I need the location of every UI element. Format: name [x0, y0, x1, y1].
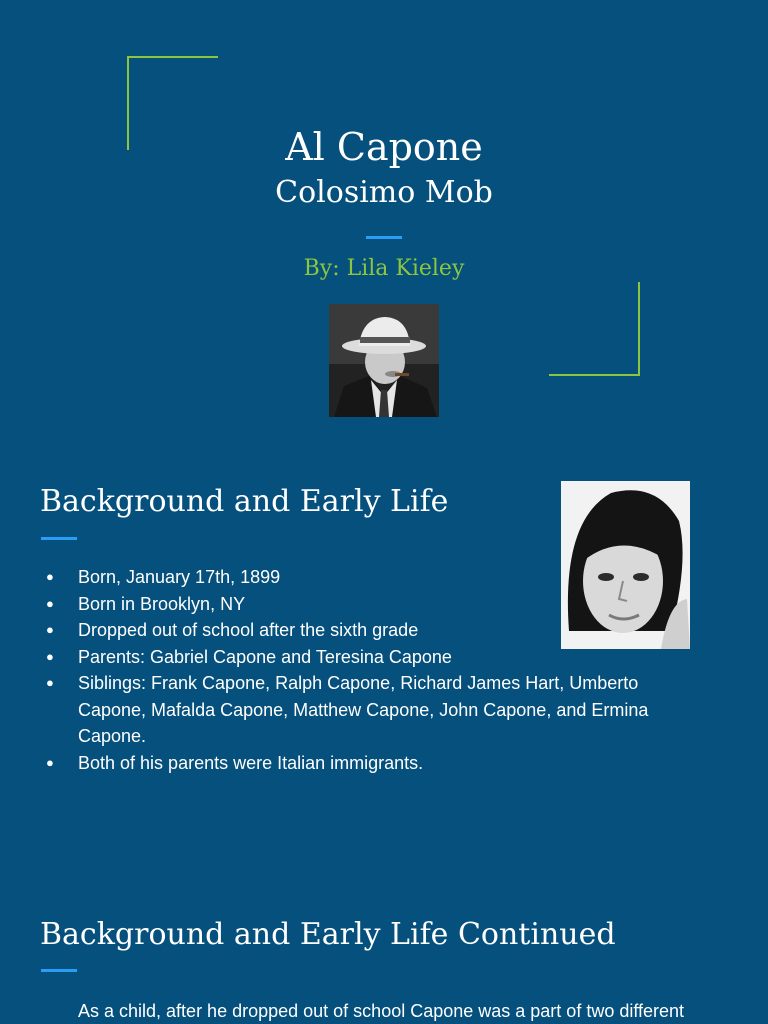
- bullet-dot-icon: ●: [46, 754, 54, 770]
- bullet-text: Born, January 17th, 1899: [78, 567, 281, 587]
- bullet-item: [40, 750, 710, 777]
- bullet-item: [40, 644, 710, 671]
- bullet-item: [40, 617, 710, 644]
- bullet-item: [40, 564, 710, 591]
- title-accent-line: [366, 236, 402, 239]
- author-byline: By: Lila Kieley: [303, 256, 465, 281]
- bullet-dot-icon: ●: [46, 648, 54, 664]
- background-bullet-list: [40, 564, 710, 776]
- corner-bracket-bottom-right: [549, 282, 640, 376]
- bullet-dot-icon: ●: [46, 595, 54, 611]
- bullet-text: Both of his parents were Italian immigrants.: [78, 752, 424, 773]
- capone-portrait-image: [329, 304, 439, 417]
- bullet-item: [40, 670, 710, 750]
- bullet-dot-icon: ●: [46, 622, 54, 637]
- page-subtitle: Colosimo Mob: [275, 175, 493, 210]
- continued-paragraph: As a child, after he dropped out of school Capone was a part of two different: [78, 1001, 685, 1021]
- bullet-dot-icon: ●: [46, 675, 54, 690]
- continued-accent-line: [41, 969, 77, 972]
- page-title: Al Capone: [285, 125, 483, 169]
- background-heading: Background and Early Life: [40, 484, 449, 519]
- bullet-text: Siblings: Frank Capone, Ralph Capone, Richard James Hart, Umberto Capone, Mafalda Capone, Matthew Capone, John Capone, and Ermina Capone.: [78, 673, 649, 746]
- bullet-text: Born in Brooklyn, NY: [78, 593, 246, 614]
- bullet-text: Dropped out of school after the sixth grade: [78, 620, 419, 640]
- bullet-dot-icon: ●: [46, 569, 54, 584]
- title-slide: [0, 0, 768, 450]
- background-accent-line: [41, 537, 77, 540]
- bullet-item: [40, 591, 710, 618]
- bullet-text: Parents: Gabriel Capone and Teresina Capone: [78, 646, 452, 667]
- capone-portrait-photo: [329, 304, 439, 417]
- continued-heading: Background and Early Life Continued: [40, 917, 616, 952]
